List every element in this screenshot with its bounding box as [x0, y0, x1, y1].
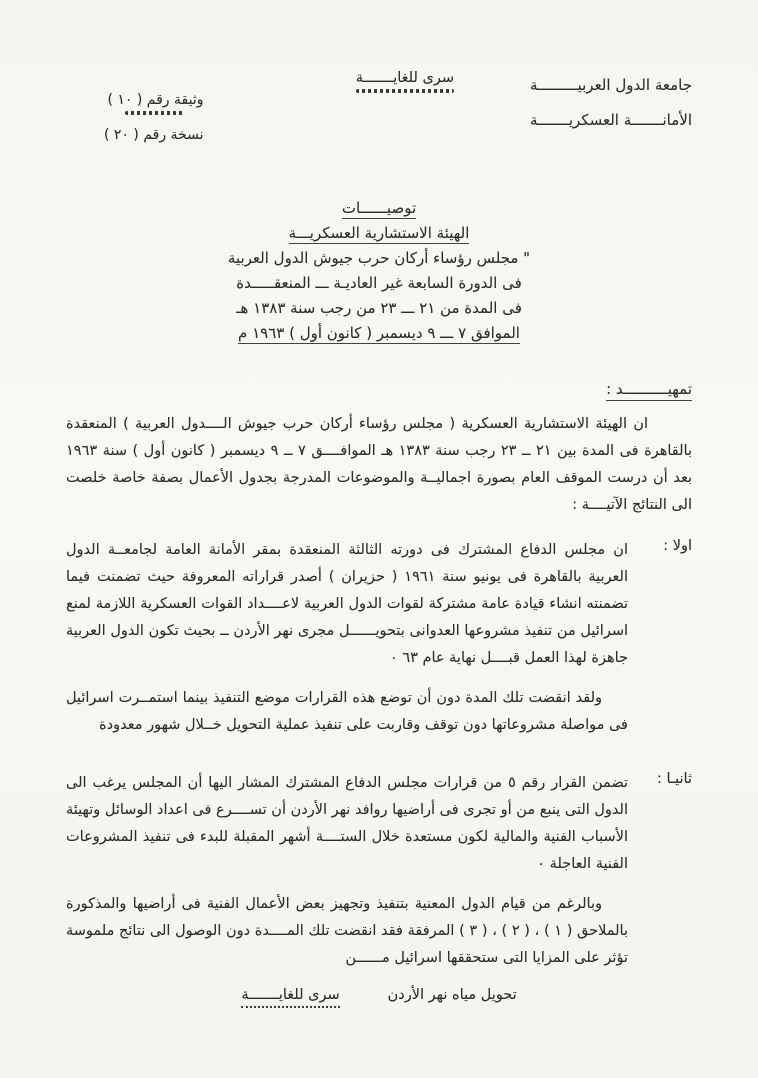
document-body: [66, 380, 692, 1003]
title-hijri-date: فى المدة من ٢١ ـــ ٢٣ من رجب سنة ١٣٨٣ هـ: [236, 299, 522, 317]
organization-department: الأمانـــــــة العسكريـــــــة: [530, 111, 692, 129]
section-first-label: اولا :: [663, 538, 692, 554]
organization-name: جامعة الدول العربيـــــــــة: [530, 76, 692, 94]
footer-secret-classification-stamp: [241, 987, 339, 1003]
title-word-recommendations: توصيــــــات: [341, 199, 417, 217]
section-first: [66, 537, 692, 752]
secret-classification-text: سرى للغايـــــــة: [355, 70, 454, 86]
document-title-block: [209, 196, 549, 346]
title-session-info: فى الدورة السابعة غير العاديـة ـــ المنعقـــــدة: [236, 274, 522, 292]
secret-classification-stamp: [356, 70, 454, 93]
document-header: [66, 70, 692, 162]
organization-block: [530, 76, 692, 146]
title-council-name: " مجلس رؤساء أركان حرب جيوش الدول العربية: [227, 249, 531, 267]
underline-squiggle: [356, 89, 454, 93]
preamble-paragraph: ان الهيئة الاستشارية العسكرية ( مجلس رؤساء أركان حرب جيوش الــــدول العربية ) المنعقدة بالقاهرة فى المدة بين ٢١ ــ ٢٣ رجب سنة ١٣٨٣ هـ الموافــــق ٧ ــ ٩ ديسمبر ( كانون أول ) سنة ١٩٦٣ بعد أن درست الموقف العام بصورة اجماليــة والموضوعات المدرجة بجدول الأعمال بصفة خاصة خلصت الى النتائج الآتيــــة :: [66, 416, 692, 513]
document-numbers-block: [104, 92, 203, 143]
section-second-content: [66, 770, 628, 985]
title-issuing-body: الهيئة الاستشارية العسكريـــة: [288, 224, 470, 242]
section-first-paragraph-1: ان مجلس الدفاع المشترك فى دورته الثالثة المنعقدة بمقر الأمانة العامة لجامعــة الدول العربية بالقاهرة فى يونيو سنة ١٩٦١ ( حزيران ) أصدر قراراته المعروفة حيث تضمنت فيما تضمنته انشاء قيادة عامة مشتركة لقوات الدول العربية لاعــــداد القوات العسكرية اللازمة لمنع اسرائيل من تنفيذ مشروعها العدوانى بتحويــــــل مجرى نهر الأردن ــ بحيث تكون الدول العربية جاهزة لهذا العمل قبــــل نهاية عام ٦٣ ٠: [66, 542, 628, 666]
closing-line-text: تحويل مياه نهر الأردن: [387, 987, 517, 1003]
underline-squiggle: [125, 111, 183, 115]
preamble-heading: تمهيــــــــــد :: [66, 380, 692, 398]
document-number: وثيقة رقم ( ١٠ ): [107, 92, 204, 108]
document-footer: [66, 987, 692, 1003]
section-second-label: ثانيـا :: [656, 771, 692, 787]
section-first-content: [66, 537, 628, 752]
title-gregorian-date: الموافق ٧ ـــ ٩ ديسمبر ( كانون أول ) ١٩٦٣ م: [238, 324, 520, 342]
section-second-paragraph-1: تضمن القرار رقم ٥ من قرارات مجلس الدفاع المشترك المشار اليها أن المجلس يرغب الى الدول التى ينبع من أو تجرى فى أراضيها روافد نهر الأردن أن تســــرع فى اعداد الوسائل وتهيئة الأسباب الفنية والمالية لكون مستعدة خلال الستــــة أشهر المقبلة للبدء فى تنفيذ المشروعات الفنية العاجلة ٠: [66, 775, 628, 872]
section-second-paragraph-2: وبالرغم من قيام الدول المعنية بتنفيذ وتجهيز بعض الأعمال الفنية فى أراضيها والمذكورة بالملاحق ( ١ ) ، ( ٢ ) ، ( ٣ ) المرفقة فقد انقضت تلك المــــدة دون الوصول الى نتائج ملموسة تؤثر على المزايا التى ستحققها اسرائيل مــــــن: [66, 896, 628, 966]
footer-secret-classification-text: سرى للغايـــــــة: [241, 987, 339, 1008]
section-second: [66, 770, 692, 985]
copy-number: نسخة رقم ( ٢٠ ): [104, 127, 204, 143]
section-first-paragraph-2: ولقد انقضت تلك المدة دون أن توضع هذه القرارات موضع التنفيذ بينما استمــرت اسرائيل فى مواصلة مشروعاتها دون توقف وقاربت على تنفيذ عملية التحويل خــلال شهور معدودة: [66, 690, 628, 733]
